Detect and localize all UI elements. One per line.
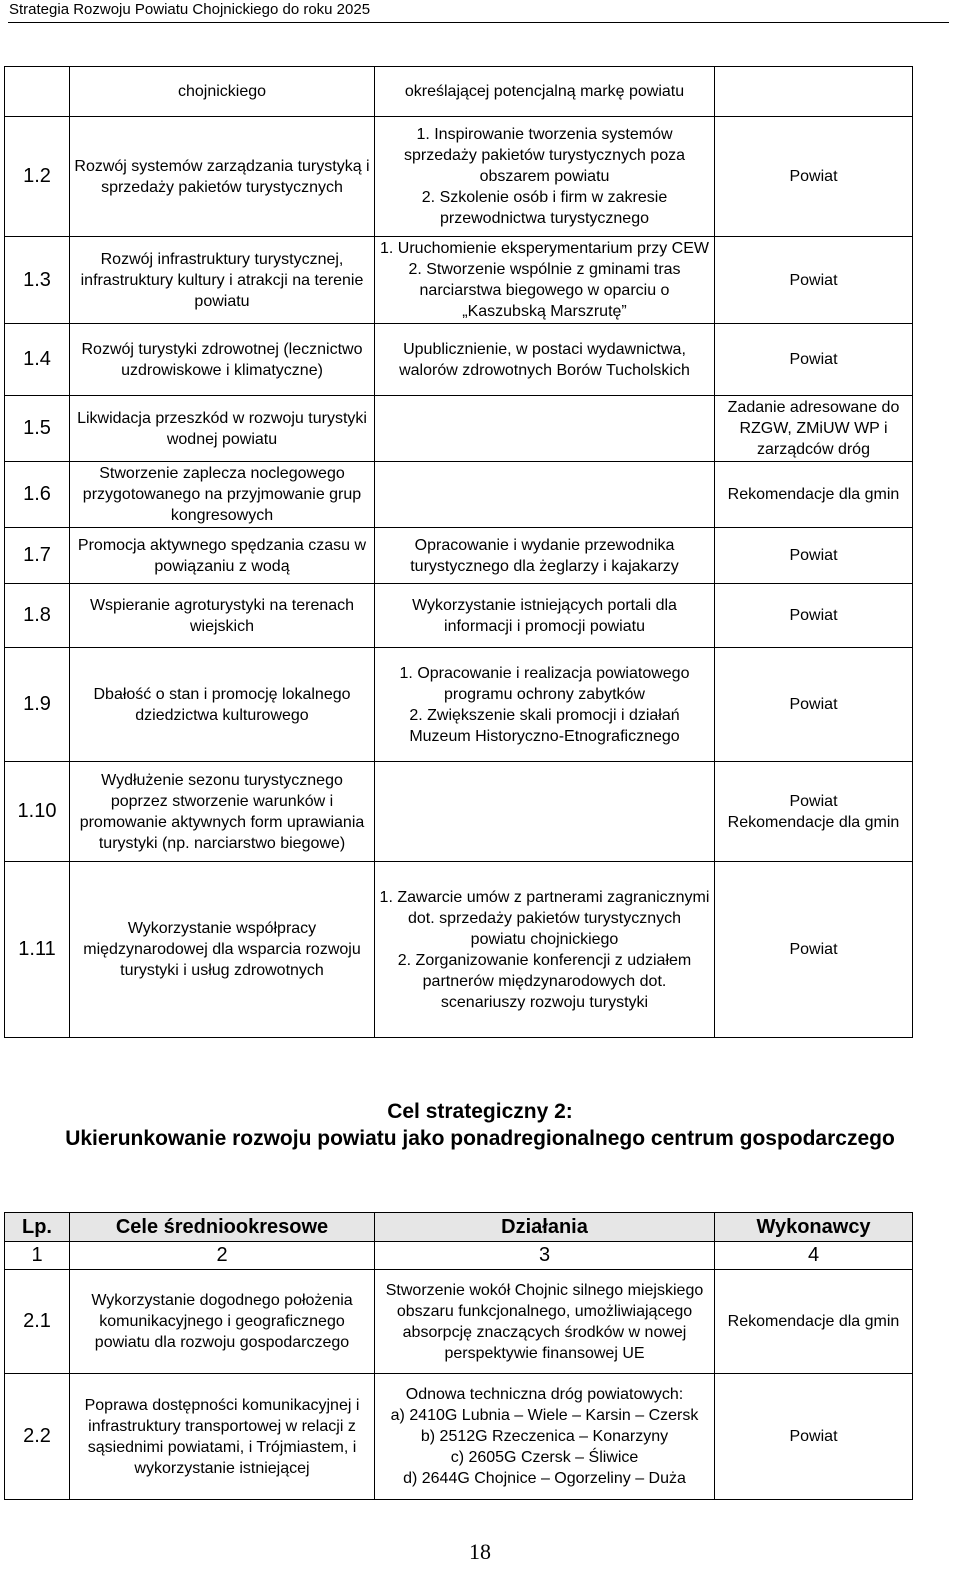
cell-lp: 1.6	[5, 462, 70, 528]
cell-cel: Poprawa dostępności komunikacyjnej i infrastruktury transportowej w relacji z sąsiednimi powiatami, i Trójmiastem, i wykorzystanie istniejącej	[70, 1374, 375, 1500]
strategic-goal-2-heading	[40, 1098, 920, 1152]
cell-dzialania	[375, 762, 715, 862]
cell-wykonawcy: Powiat	[715, 862, 913, 1038]
column-number: 2	[70, 1242, 375, 1270]
cell-lp: 1.4	[5, 324, 70, 396]
cell-lp: 1.5	[5, 396, 70, 462]
cell-cel: Likwidacja przeszkód w rozwoju turystyki wodnej powiatu	[70, 396, 375, 462]
table-row	[5, 584, 913, 648]
cell-cel: Wykorzystanie współpracy międzynarodowej dla wsparcia rozwoju turystyki i usług zdrowotnych	[70, 862, 375, 1038]
cell-lp: 1.9	[5, 648, 70, 762]
cell-wykonawcy	[715, 67, 913, 117]
strategic-goal-label: Cel strategiczny 2:	[387, 1100, 573, 1123]
cell-dzialania: Opracowanie i wydanie przewodnika turystycznego dla żeglarzy i kajakarzy	[375, 528, 715, 584]
cell-wykonawcy: Powiat Rekomendacje dla gmin	[715, 762, 913, 862]
cell-lp	[5, 67, 70, 117]
cell-dzialania: Upublicznienie, w postaci wydawnictwa, walorów zdrowotnych Borów Tucholskich	[375, 324, 715, 396]
cell-cel: Promocja aktywnego spędzania czasu w powiązaniu z wodą	[70, 528, 375, 584]
cell-cel: Rozwój infrastruktury turystycznej, infrastruktury kultury i atrakcji na terenie powiatu	[70, 237, 375, 324]
cell-lp: 1.11	[5, 862, 70, 1038]
cell-dzialania: Stworzenie wokół Chojnic silnego miejskiego obszaru funkcjonalnego, umożliwiającego absorpcję znaczących środków w nowej perspektywie finansowej UE	[375, 1270, 715, 1374]
page-number: 18	[469, 1539, 491, 1564]
table-header-row	[5, 1213, 913, 1242]
column-number: 3	[375, 1242, 715, 1270]
cell-wykonawcy: Rekomendacje dla gmin	[715, 1270, 913, 1374]
cell-cel: Wydłużenie sezonu turystycznego poprzez stworzenie warunków i promowanie aktywnych form uprawiania turystyki (np. narciarstwo biegowe)	[70, 762, 375, 862]
cell-cel: Rozwój systemów zarządzania turystyką i sprzedaży pakietów turystycznych	[70, 117, 375, 237]
cell-dzialania: 1. Uruchomienie eksperymentarium przy CEW 2. Stworzenie wspólnie z gminami tras narciarstwa biegowego w oparciu o „Kaszubską Marszrutę”	[375, 237, 715, 324]
table-row	[5, 862, 913, 1038]
cell-cel: Rozwój turystyki zdrowotnej (lecznictwo uzdrowiskowe i klimatyczne)	[70, 324, 375, 396]
cell-cel: Stworzenie zaplecza noclegowego przygotowanego na przyjmowanie grup kongresowych	[70, 462, 375, 528]
column-number: 4	[715, 1242, 913, 1270]
cell-cel: Wykorzystanie dogodnego położenia komunikacyjnego i geograficznego powiatu dla rozwoju gospodarczego	[70, 1270, 375, 1374]
cell-dzialania	[375, 396, 715, 462]
cell-dzialania: 1. Opracowanie i realizacja powiatowego programu ochrony zabytków 2. Zwiększenie skali promocji i działań Muzeum Historyczno-Etnograficznego	[375, 648, 715, 762]
cell-cel: Dbałość o stan i promocję lokalnego dziedzictwa kulturowego	[70, 648, 375, 762]
cell-lp: 2.1	[5, 1270, 70, 1374]
table-row	[5, 324, 913, 396]
goal-2-table	[4, 1212, 913, 1500]
cell-dzialania: Odnowa techniczna dróg powiatowych: a) 2410G Lubnia – Wiele – Karsin – Czersk b) 2512G Rzeczenica – Konarzyny c) 2605G Czersk – Śliwice d) 2644G Chojnice – Ogorzeliny – Duża	[375, 1374, 715, 1500]
cell-lp: 1.7	[5, 528, 70, 584]
cell-wykonawcy: Powiat	[715, 237, 913, 324]
running-header: Strategia Rozwoju Powiatu Chojnickiego do roku 2025	[8, 0, 949, 23]
cell-dzialania: 1. Zawarcie umów z partnerami zagranicznymi dot. sprzedaży pakietów turystycznych powiatu chojnickiego 2. Zorganizowanie konferencji z udziałem partnerów międzynarodowych dot. scenariuszy rozwoju turystyki	[375, 862, 715, 1038]
cell-wykonawcy: Powiat	[715, 117, 913, 237]
cell-wykonawcy: Powiat	[715, 528, 913, 584]
table-row	[5, 1374, 913, 1500]
cell-wykonawcy: Powiat	[715, 648, 913, 762]
cell-lp: 1.3	[5, 237, 70, 324]
table-row	[5, 117, 913, 237]
column-number: 1	[5, 1242, 70, 1270]
cell-cel: chojnickiego	[70, 67, 375, 117]
cell-lp: 1.8	[5, 584, 70, 648]
cell-dzialania: Wykorzystanie istniejących portali dla informacji i promocji powiatu	[375, 584, 715, 648]
table-row	[5, 762, 913, 862]
table-row	[5, 1270, 913, 1374]
cell-lp: 2.2	[5, 1374, 70, 1500]
cell-dzialania: 1. Inspirowanie tworzenia systemów sprzedaży pakietów turystycznych poza obszarem powiatu 2. Szkolenie osób i firm w zakresie przewodnictwa turystycznego	[375, 117, 715, 237]
cell-dzialania	[375, 462, 715, 528]
header-wykonawcy: Wykonawcy	[715, 1213, 913, 1242]
cell-wykonawcy: Zadanie adresowane do RZGW, ZMiUW WP i zarządców dróg	[715, 396, 913, 462]
cell-wykonawcy: Powiat	[715, 324, 913, 396]
header-cele: Cele średniookresowe	[70, 1213, 375, 1242]
header-lp: Lp.	[5, 1213, 70, 1242]
table-row	[5, 237, 913, 324]
cell-dzialania: określającej potencjalną markę powiatu	[375, 67, 715, 117]
table-row	[5, 462, 913, 528]
cell-lp: 1.2	[5, 117, 70, 237]
cell-lp: 1.10	[5, 762, 70, 862]
cell-wykonawcy: Powiat	[715, 584, 913, 648]
cell-wykonawcy: Powiat	[715, 1374, 913, 1500]
table-row	[5, 67, 913, 117]
column-number-row	[5, 1242, 913, 1270]
strategic-goal-title: Ukierunkowanie rozwoju powiatu jako ponadregionalnego centrum gospodarczego	[65, 1127, 895, 1150]
cell-wykonawcy: Rekomendacje dla gmin	[715, 462, 913, 528]
table-row	[5, 528, 913, 584]
table-row	[5, 396, 913, 462]
header-dzialania: Działania	[375, 1213, 715, 1242]
table-row	[5, 648, 913, 762]
objectives-table-continued	[4, 66, 913, 1038]
cell-cel: Wspieranie agroturystyki na terenach wiejskich	[70, 584, 375, 648]
